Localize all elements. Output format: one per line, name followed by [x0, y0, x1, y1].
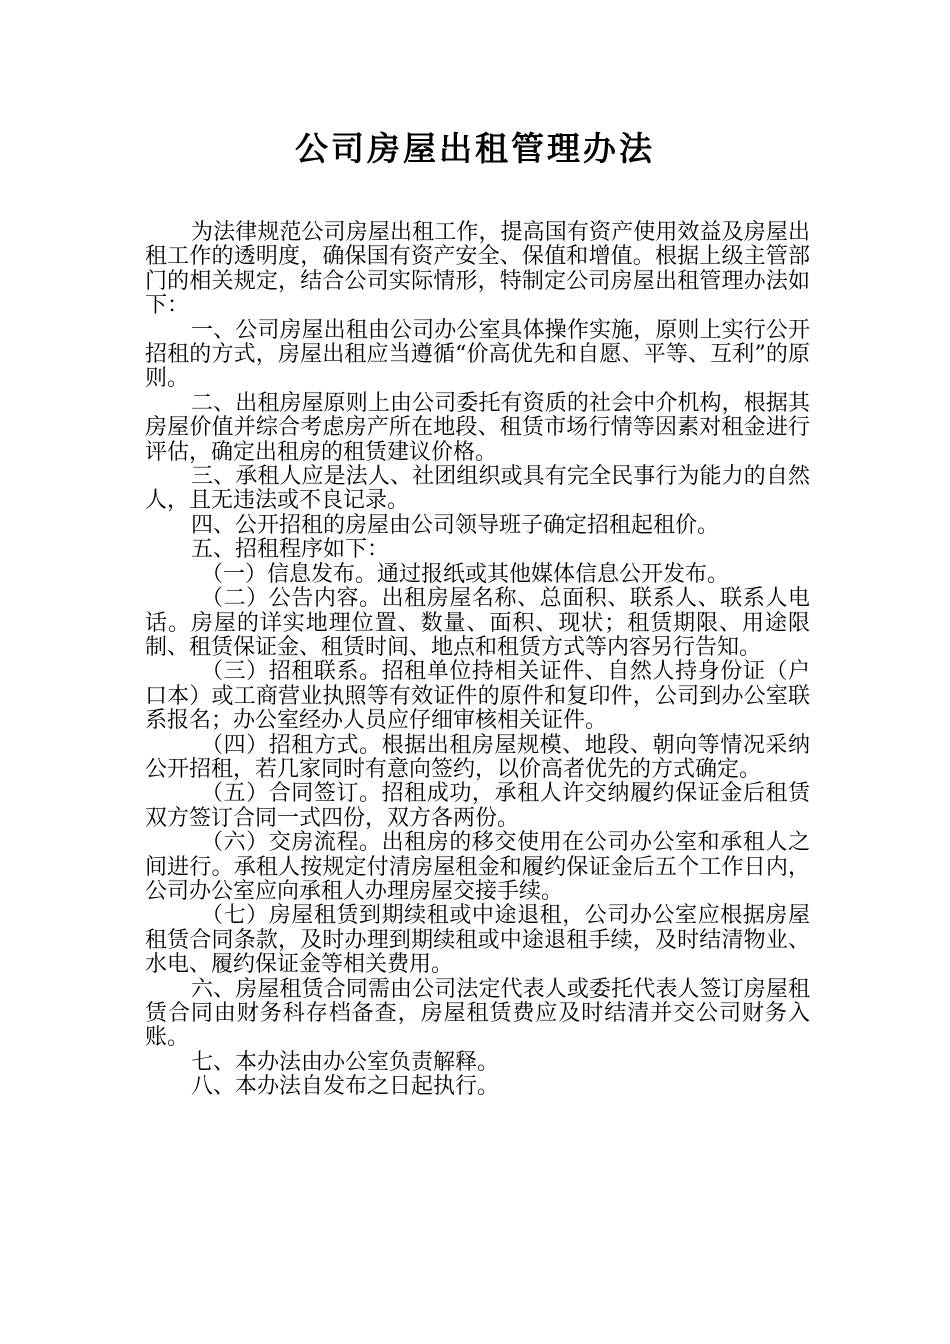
paragraph-article-2: 二、出租房屋原则上由公司委托有资质的社会中介机构，根据其房屋价值并综合考虑房产所在地段、租赁市场行情等因素对租金进行评估，确定出租房的租赁建议价格。 [145, 390, 810, 465]
paragraph-step-5: （五）合同签订。招租成功，承租人许交纳履约保证金后租赁双方签订合同一式四份，双方各两份。 [145, 781, 810, 831]
paragraph-article-4: 四、公开招租的房屋由公司领导班子确定招租起租价。 [191, 512, 720, 538]
paragraph-article-5: 五、招租程序如下： [191, 537, 390, 563]
paragraph-step-2: （二）公告内容。出租房屋名称、总面积、联系人、联系人电话。房屋的详实地理位置、数量、面积、现状；租赁期限、用途限制、租赁保证金、租赁时间、地点和租赁方式等内容另行告知。 [145, 586, 810, 660]
paragraph-article-8: 八、本办法自发布之日起执行。 [191, 1074, 500, 1100]
paragraph-article-3: 三、承租人应是法人、社团组织或具有完全民事行为能力的自然人，且无违法或不良记录。 [145, 464, 810, 514]
paragraph-step-4: （四）招租方式。根据出租房屋规模、地段、朝向等情况采纳公开招租，若几家同时有意向签约，以价高者优先的方式确定。 [145, 732, 810, 782]
paragraph-article-7: 七、本办法由办公室负责解释。 [191, 1049, 500, 1075]
document-body [145, 221, 810, 1100]
paragraph-step-6: （六）交房流程。出租房的移交使用在公司办公室和承租人之间进行。承租人按规定付清房屋租金和履约保证金后五个工作日内，公司办公室应向承租人办理房屋交接手续。 [145, 830, 810, 904]
paragraph-step-7: （七）房屋租赁到期续租或中途退租，公司办公室应根据房屋租赁合同条款，及时办理到期续租或中途退租手续，及时结清物业、水电、履约保证金等相关费用。 [145, 903, 810, 978]
paragraph-preamble: 为法律规范公司房屋出租工作，提高国有资产使用效益及房屋出租工作的透明度，确保国有资产安全、保值和增值。根据上级主管部门的相关规定，结合公司实际情形，特制定公司房屋出租管理办法如下： [145, 220, 810, 319]
paragraph-step-3: （三）招租联系。招租单位持相关证件、自然人持身份证（户口本）或工商营业执照等有效证件的原件和复印件，公司到办公室联系报名；办公室经办人员应仔细审核相关证件。 [145, 659, 810, 734]
paragraph-article-6: 六、房屋租赁合同需由公司法定代表人或委托代表人签订房屋租赁合同由财务科存档备查，房屋租赁费应及时结清并交公司财务入账。 [145, 976, 810, 1051]
paragraph-article-1: 一、公司房屋出租由公司办公室具体操作实施，原则上实行公开招租的方式，房屋出租应当遵循“价高优先和自愿、平等、互利”的原则。 [145, 317, 810, 392]
document-title: 公司房屋出租管理办法 [295, 129, 655, 168]
paragraph-step-1: （一）信息发布。通过报纸或其他媒体信息公开发布。 [201, 561, 730, 587]
